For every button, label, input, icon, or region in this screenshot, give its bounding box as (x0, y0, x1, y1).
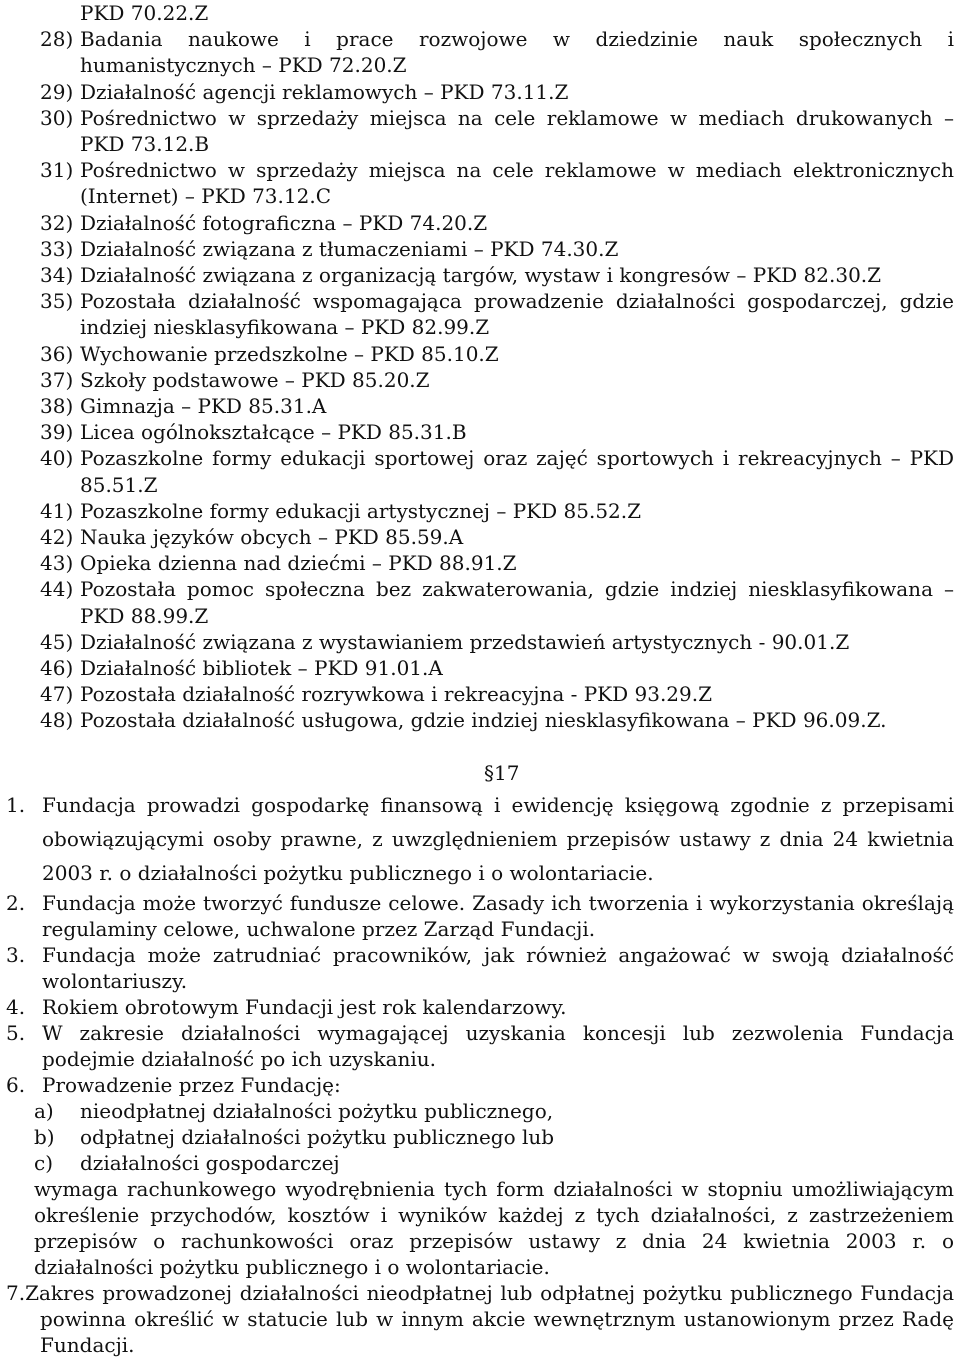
pkd-list-item (0, 445, 960, 497)
pkd-item-text: Badania naukowe i prace rozwojowe w dziedzinie nauk społecznych i humanistycznych – PKD 72.20.Z (80, 27, 954, 78)
pkd-item-text: Pozostała działalność usługowa, gdzie indziej niesklasyfikowana – PKD 96.09.Z. (80, 708, 887, 733)
pkd-item-text: Działalność agencji reklamowych – PKD 73.11.Z (80, 79, 569, 104)
pkd-item-number: 45) (40, 629, 74, 654)
sub-list-item (0, 1150, 960, 1176)
sub-item-letter: c) (34, 1151, 54, 1175)
paragraph-item (0, 1020, 960, 1072)
paragraph-number: 1. (6, 793, 26, 817)
pkd-list-item (0, 498, 960, 524)
pkd-list-item (0, 341, 960, 367)
pkd-list-item (0, 210, 960, 236)
pkd-item-text: Działalność związana z wystawianiem przedstawień artystycznych - 90.01.Z (80, 629, 850, 654)
pkd-item-text: Pozostała działalność rozrywkowa i rekreacyjna - PKD 93.29.Z (80, 682, 713, 707)
paragraph-item (0, 994, 960, 1020)
pkd-item-text: Pozaszkolne formy edukacji artystycznej – PKD 85.52.Z (80, 498, 642, 523)
pkd-list-item (0, 550, 960, 576)
pkd-item-number: 46) (40, 656, 74, 681)
pkd-item-number: 28) (40, 27, 74, 52)
pkd-item-text: Pozostała działalność wspomagająca prowadzenie działalności gospodarczej, gdzie indziej niesklasyfikowana – PKD 82.99.Z (80, 289, 954, 340)
paragraph-text: Fundacja może zatrudniać pracowników, jak również angażować w swoją działalność wolontariuszy. (42, 943, 954, 993)
pkd-item-number: 39) (40, 420, 74, 445)
pkd-item-number: 38) (40, 394, 74, 419)
pkd-list-item (0, 707, 960, 733)
paragraph-6-tail: wymaga rachunkowego wyodrębnienia tych form działalności w stopniu umożliwiającym określenie przychodów, kosztów i wyników każdej z tych działalności, z zastrzeżeniem przepisów o rachunkowości oraz przepisów ustawy z dnia 24 kwietnia 2003 r. o działalności pożytku publicznego i o wolontariacie. (34, 1177, 954, 1279)
pkd-list-item (0, 576, 960, 628)
paragraph-text: Fundacja może tworzyć fundusze celowe. Zasady ich tworzenia i wykorzystania określają regulaminy celowe, uchwalone przez Zarząd Fundacji. (42, 891, 954, 941)
pkd-item-number: 32) (40, 210, 74, 235)
sub-list-item (0, 1098, 960, 1124)
section-heading: §17 (484, 761, 520, 785)
paragraph-item (0, 1072, 960, 1098)
paragraph-text: Fundacja prowadzi gospodarkę finansową i ewidencję księgową zgodnie z przepisami obowiązującymi osoby prawne, z uwzględnieniem przepisów ustawy z dnia 24 kwietnia 2003 r. o działalności pożytku publicznego i o wolontariacie. (42, 793, 954, 885)
pkd-item-text: Działalność fotograficzna – PKD 74.20.Z (80, 210, 488, 235)
pkd-item-text: Działalność związana z tłumaczeniami – PKD 74.30.Z (80, 236, 619, 261)
sub-items (0, 1098, 960, 1176)
sub-item-text: działalności gospodarczej (80, 1151, 340, 1175)
pkd-list-item (0, 393, 960, 419)
pkd-list-item (0, 629, 960, 655)
paragraph-number: 4. (6, 995, 26, 1019)
pkd-list-item (0, 236, 960, 262)
paragraphs (0, 788, 960, 1098)
pkd-list-item (0, 655, 960, 681)
pkd-item-number: 33) (40, 236, 74, 261)
pkd-items (0, 26, 960, 733)
pkd-item-number: 35) (40, 289, 74, 314)
pkd-item-text: Pośrednictwo w sprzedaży miejsca na cele reklamowe w mediach elektronicznych (Internet) – PKD 73.12.C (80, 158, 954, 209)
pkd-list-item (0, 681, 960, 707)
pkd-list-item (0, 262, 960, 288)
pkd-item-text: Pozostała pomoc społeczna bez zakwaterowania, gdzie indziej niesklasyfikowana – PKD 88.99.Z (80, 577, 954, 628)
pkd-item-number: 30) (40, 105, 74, 130)
pkd-item-number: 37) (40, 367, 74, 392)
pkd-item-number: 34) (40, 263, 74, 288)
paragraph-item (0, 788, 960, 890)
pkd-item-number: 48) (40, 708, 74, 733)
pkd-list-item (0, 288, 960, 340)
pkd-item-text: Licea ogólnokształcące – PKD 85.31.B (80, 420, 467, 445)
pkd-item-number: 29) (40, 79, 74, 104)
paragraph-number: 3. (6, 943, 26, 967)
pkd-list-item (0, 367, 960, 393)
sub-item-text: odpłatnej działalności pożytku publicznego lub (80, 1125, 555, 1149)
sub-list-item (0, 1124, 960, 1150)
pkd-item-number: 31) (40, 158, 74, 183)
pkd-item-text: Pozaszkolne formy edukacji sportowej oraz zajęć sportowych i rekreacyjnych – PKD 85.51.Z (80, 446, 954, 497)
pkd-item-number: 47) (40, 682, 74, 707)
paragraph-item (0, 890, 960, 942)
sub-item-letter: b) (34, 1125, 55, 1149)
pkd-item-text: Działalność związana z organizacją targów, wystaw i kongresów – PKD 82.30.Z (80, 263, 882, 288)
pkd-item-text: Działalność bibliotek – PKD 91.01.A (80, 656, 443, 681)
pkd-item-text: Opieka dzienna nad dziećmi – PKD 88.91.Z (80, 551, 517, 576)
sub-item-text: nieodpłatnej działalności pożytku publicznego, (80, 1099, 554, 1123)
pkd-item-text: Szkoły podstawowe – PKD 85.20.Z (80, 367, 430, 392)
pkd-item-number: 42) (40, 525, 74, 550)
sub-item-letter: a) (34, 1099, 54, 1123)
paragraph-7: 7.Zakres prowadzonej działalności nieodpłatnej lub odpłatnej pożytku publicznego Fundacja powinna określić w statucie lub w innym akcie wewnętrznym ustanowionym przez Radę Fundacji. (6, 1281, 954, 1357)
pkd-list-item (0, 79, 960, 105)
pkd-list-item (0, 26, 960, 78)
pkd-item-number: 41) (40, 498, 74, 523)
pkd-list-item (0, 419, 960, 445)
pkd-item-text: Nauka języków obcych – PKD 85.59.A (80, 525, 464, 550)
paragraph-text: Prowadzenie przez Fundację: (42, 1073, 341, 1097)
paragraph-item (0, 942, 960, 994)
pkd-item-text: Wychowanie przedszkolne – PKD 85.10.Z (80, 341, 499, 366)
paragraph-text: W zakresie działalności wymagającej uzyskania koncesji lub zezwolenia Fundacja podejmie działalność po ich uzyskaniu. (42, 1021, 954, 1071)
pkd-list-item (0, 105, 960, 157)
pkd-item-number: 36) (40, 341, 74, 366)
pkd-item-number: 40) (40, 446, 74, 471)
pkd-item-text: Pośrednictwo w sprzedaży miejsca na cele reklamowe w mediach drukowanych – PKD 73.12.B (80, 105, 954, 157)
pkd-continuation: PKD 70.22.Z (80, 1, 209, 25)
paragraph-number: 6. (6, 1073, 26, 1097)
paragraph-number: 5. (6, 1021, 26, 1045)
paragraph-text: Rokiem obrotowym Fundacji jest rok kalendarzowy. (42, 995, 567, 1019)
paragraph-number: 2. (6, 891, 26, 915)
pkd-item-text: Gimnazja – PKD 85.31.A (80, 394, 327, 419)
paragraph-list (0, 788, 960, 1358)
pkd-item-number: 44) (40, 577, 74, 602)
pkd-list-item (0, 524, 960, 550)
pkd-item-number: 43) (40, 551, 74, 576)
pkd-list-item (0, 157, 960, 209)
